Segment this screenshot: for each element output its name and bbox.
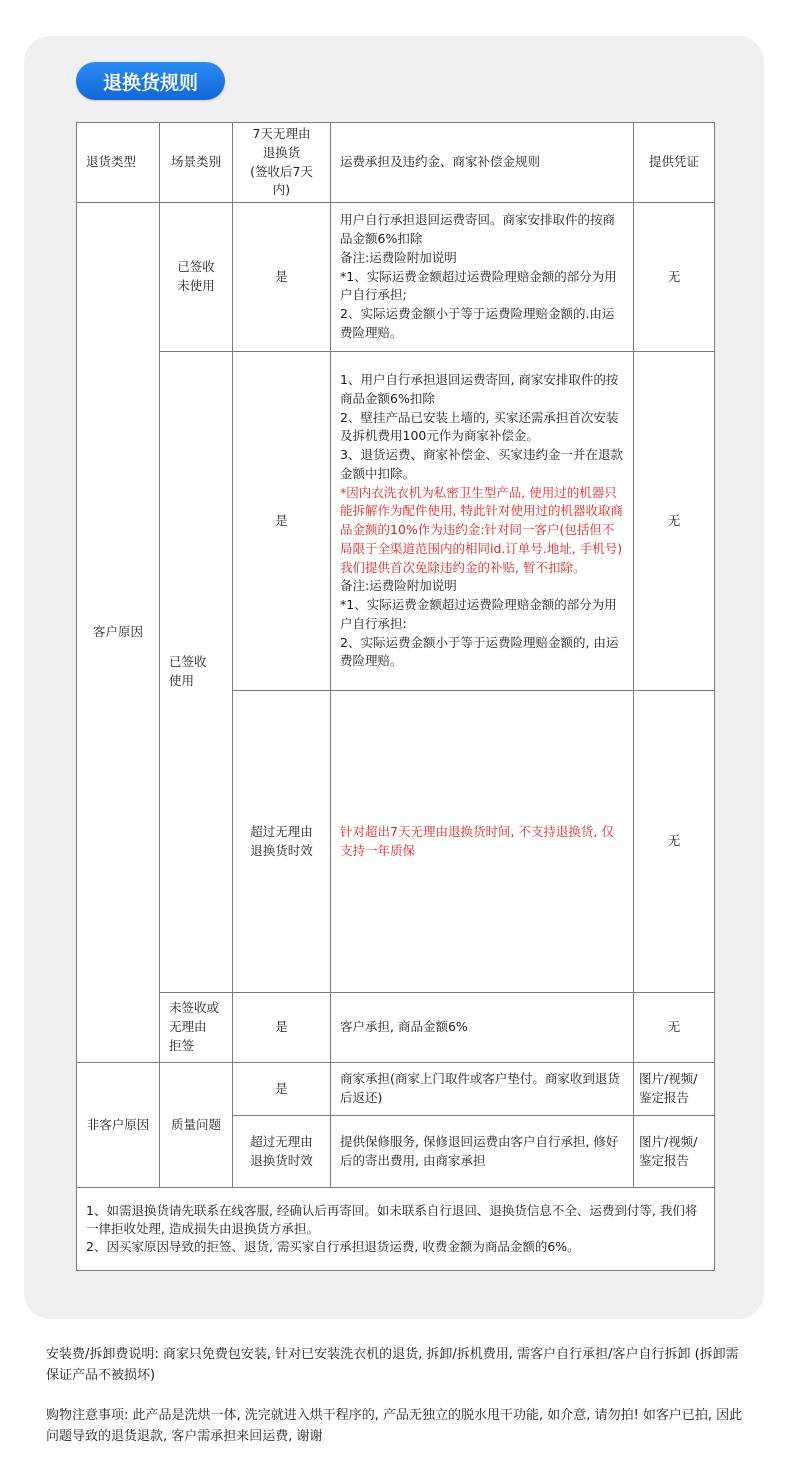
seven-day-value: 是 — [233, 352, 331, 691]
return-rules-table — [76, 122, 715, 1271]
table-row — [77, 203, 715, 352]
rule-text-warning: *因内衣洗衣机为私密卫生型产品, 使用过的机器只能拆解作为配件使用, 特此针对使用过的机器收取商品金额的10%作为违约金:针对同一客户(包括但不局限于全渠道范围内的相同id.订单号.地址, 手机号)我们提供首次免除违约金的补贴, 暂不扣除。 — [340, 484, 623, 575]
seven-day-value: 超过无理由 退换货时效 — [233, 691, 331, 993]
proof-value: 无 — [634, 352, 715, 691]
scene-signed-unused: 已签收 未使用 — [160, 203, 233, 352]
rule-text: 用户自行承担退回运费寄回。商家安排取件的按商品金额6%扣除 备注:运费险附加说明 *1、实际运费金额超过运费险理赔金额的部分为用户自行承担; 2、实际运费金额小于等于运费险理赔金额的.由运费险理赔。 — [331, 203, 634, 352]
table-header-row — [77, 123, 715, 203]
proof-value: 图片/视频/ 鉴定报告 — [634, 1063, 715, 1116]
type-customer-reason: 客户原因 — [77, 203, 160, 1063]
table-row — [77, 1063, 715, 1116]
proof-value: 无 — [634, 993, 715, 1063]
header-seven-day: 7天无理由 退换货 (签收后7天内) — [233, 123, 331, 203]
seven-day-value: 是 — [233, 1063, 331, 1116]
table-footer-row — [77, 1188, 715, 1271]
rules-title-badge: 退换货规则 — [76, 62, 225, 100]
scene-unsigned-rejected: 未签收或 无理由 拒签 — [160, 993, 233, 1063]
scene-signed-used: 已签收 使用 — [160, 352, 233, 993]
shopping-note: 购物注意事项: 此产品是洗烘一体, 洗完就进入烘干程序的, 产品无独立的脱水甩干功能, 如介意, 请勿拍! 如客户已拍, 因此问题导致的退货退款, 客户需承担来回运费, 谢谢 — [46, 1408, 743, 1444]
rule-text-warning: 针对超出7天无理由退换货时间, 不支持退换货, 仅支持一年质保 — [331, 691, 634, 993]
rule-text: 提供保修服务, 保修退回运费由客户自行承担, 修好后的寄出费用, 由商家承担 — [331, 1116, 634, 1188]
header-return-type: 退货类型 — [77, 123, 160, 203]
header-scene: 场景类别 — [160, 123, 233, 203]
proof-value: 无 — [634, 203, 715, 352]
rule-text-part: 备注:运费险附加说明 *1、实际运费金额超过运费险理赔金额的部分为用户自行承担: 2、实际运费金额小于等于运费险理赔金额的, 由运费险理赔。 — [340, 578, 619, 669]
seven-day-value: 超过无理由 退换货时效 — [233, 1116, 331, 1188]
table-row — [77, 993, 715, 1063]
header-rule: 运费承担及违约金、商家补偿金规则 — [331, 123, 634, 203]
rule-text: 客户承担, 商品金额6% — [331, 993, 634, 1063]
seven-day-value: 是 — [233, 203, 331, 352]
footer-notes: 1、如需退换货请先联系在线客服, 经确认后再寄回。如未联系自行退回、退换货信息不全、运费到付等, 我们将一律拒收处理, 造成损失由退换货方承担。 2、因买家原因导致的拒签、退货, 需买家自行承担退货运费, 收费金额为商品金额的6%。 — [77, 1188, 715, 1271]
rule-text-part: 1、用户自行承担退回运费寄回, 商家安排取件的按商品金额6%扣除 2、壁挂产品已安装上墙的, 买家还需承担首次安装及拆机费用100元作为商家补偿金。 3、退货运费、商家补偿金、买家违约金一并在退款金额中扣除。 — [340, 372, 623, 481]
scene-quality-issue: 质量问题 — [160, 1063, 233, 1188]
proof-value: 图片/视频/ 鉴定报告 — [634, 1116, 715, 1188]
header-proof: 提供凭证 — [634, 123, 715, 203]
rule-text: 商家承担(商家上门取件或客户垫付。商家收到退货后返还) — [331, 1063, 634, 1116]
type-non-customer-reason: 非客户原因 — [77, 1063, 160, 1188]
install-fee-note: 安装费/拆卸费说明: 商家只免费包安装, 针对已安装洗衣机的退货, 拆卸/拆机费用, 需客户自行承担/客户自行拆卸 (拆卸需保证产品不被损坏) — [46, 1347, 739, 1383]
seven-day-value: 是 — [233, 993, 331, 1063]
rule-text — [331, 352, 634, 691]
proof-value: 无 — [634, 691, 715, 993]
table-row — [77, 352, 715, 691]
